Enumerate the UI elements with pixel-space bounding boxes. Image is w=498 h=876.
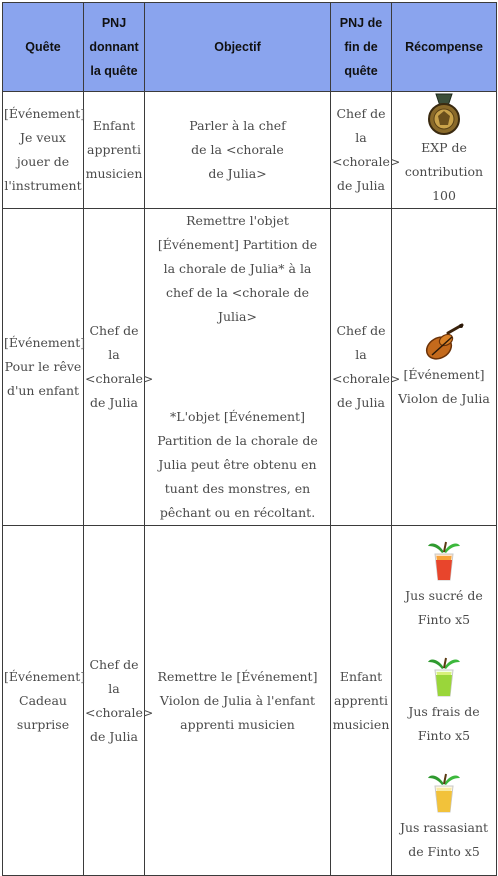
reward-label: [Événement] Violon de Julia [398,367,490,406]
table-row [3,209,497,526]
objective-text [145,209,331,526]
reward-label: Jus rassasiant de Finto x5 [399,819,489,859]
reward-label: Jus frais de Finto x5 [408,703,480,743]
violin-icon [422,323,466,363]
quest-name: [Événement] Pour le rêve d'un enfant [3,209,84,526]
quest-name: [Événement] Je veux jouer de l'instrument [3,92,84,209]
reward-label: EXP de contribution 100 [404,140,484,203]
reward-item [393,323,495,411]
reward-item [393,770,495,864]
reward-item [393,92,495,208]
objective-main: Remettre le [Événement] Violon de Julia à l'enfant apprenti musicien [157,668,318,732]
reward-label: Jus sucré de Finto x5 [405,587,483,627]
giver-npc: Chef de la <chorale> de Julia [84,209,145,526]
quest-table [2,2,497,876]
header-quest: Quête [3,3,84,92]
giver-npc: Chef de la <chorale> de Julia [84,526,145,876]
reward-cell [392,92,497,209]
reward-item [393,654,495,748]
ender-npc: Enfant apprenti musicien [331,526,392,876]
medal-icon [424,92,464,136]
objective-text [145,92,331,209]
table-row [3,526,497,876]
quest-name: [Événement] Cadeau surprise [3,526,84,876]
header-ender: PNJ de fin de quête [331,3,392,92]
table-row [3,92,497,209]
objective-main: Parler à la chef de la <chorale de Julia> [189,118,286,181]
ender-npc: Chef de la <chorale> de Julia [331,209,392,526]
ender-npc: Chef de la <chorale> de Julia [331,92,392,209]
giver-npc: Enfant apprenti musicien [84,92,145,209]
red-juice-icon [424,538,464,584]
objective-main: Remettre l'objet [Événement] Partition de la chorale de Julia* à la chef de la <chorale de Julia> [157,213,318,324]
green-juice-icon [424,654,464,700]
yellow-juice-icon [424,770,464,816]
objective-note: *L'objet [Événement] Partition de la chorale de Julia peut être obtenu en tuant des monstres, en pêchant ou en récoltant. [157,409,318,520]
reward-cell [392,526,497,876]
reward-item [393,538,495,632]
header-reward: Récompense [392,3,497,92]
header-row [3,3,497,92]
reward-cell [392,209,497,526]
header-giver: PNJ donnant la quête [84,3,145,92]
objective-text [145,526,331,876]
header-objective: Objectif [145,3,331,92]
